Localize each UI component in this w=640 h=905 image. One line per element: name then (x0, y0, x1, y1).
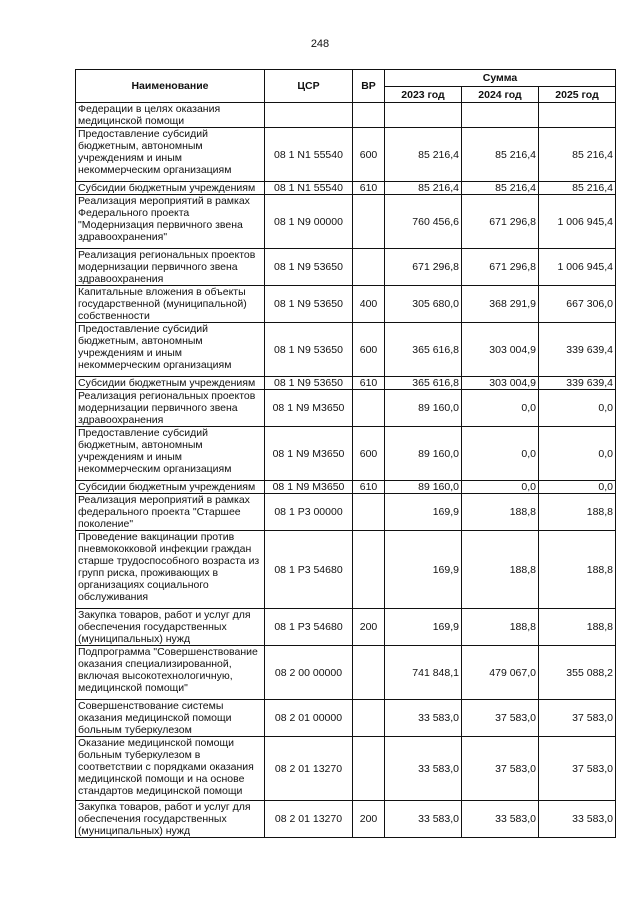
row-vr: 600 (353, 323, 385, 377)
row-name: Предоставление субсидий бюджетным, автономным учреждениям и иным некоммерческим организациям (76, 427, 265, 481)
row-sum-2024: 0,0 (462, 390, 539, 427)
row-csr: 08 1 N1 55540 (265, 182, 353, 195)
row-sum-2024: 303 004,9 (462, 377, 539, 390)
row-vr (353, 494, 385, 531)
row-vr (353, 531, 385, 609)
row-name: Реализация мероприятий в рамках Федерального проекта "Модернизация первичного звена здравоохранения" (76, 195, 265, 249)
row-sum-2024: 671 296,8 (462, 195, 539, 249)
table-row (76, 182, 616, 195)
row-csr: 08 1 N9 00000 (265, 195, 353, 249)
table-row (76, 481, 616, 494)
row-sum-2025: 33 583,0 (539, 801, 616, 838)
table-row (76, 427, 616, 481)
row-sum-2024: 37 583,0 (462, 700, 539, 737)
table-row (76, 737, 616, 801)
row-sum-2023: 33 583,0 (385, 700, 462, 737)
row-name: Закупка товаров, работ и услуг для обеспечения государственных (муниципальных) нужд (76, 801, 265, 838)
header-year-2025: 2025 год (539, 87, 616, 103)
row-sum-2023: 85 216,4 (385, 182, 462, 195)
row-sum-2024: 188,8 (462, 494, 539, 531)
table-row (76, 700, 616, 737)
row-csr: 08 2 01 00000 (265, 700, 353, 737)
row-sum-2023: 33 583,0 (385, 801, 462, 838)
row-csr: 08 1 N9 M3650 (265, 390, 353, 427)
row-vr: 400 (353, 286, 385, 323)
row-sum-2025: 339 639,4 (539, 323, 616, 377)
table-row (76, 494, 616, 531)
page-number: 248 (310, 38, 330, 50)
row-name: Проведение вакцинации против пневмококковой инфекции граждан старше трудоспособного возраста из групп риска, проживающих в организациях социального обслуживания (76, 531, 265, 609)
table-row (76, 377, 616, 390)
row-sum-2024: 37 583,0 (462, 737, 539, 801)
header-vr: ВР (353, 70, 385, 103)
row-sum-2025: 188,8 (539, 531, 616, 609)
row-sum-2024: 0,0 (462, 427, 539, 481)
row-sum-2025: 355 088,2 (539, 646, 616, 700)
row-name: Федерации в целях оказания медицинской помощи (76, 103, 265, 128)
row-name: Реализация мероприятий в рамках федерального проекта "Старшее поколение" (76, 494, 265, 531)
row-csr: 08 1 N9 53650 (265, 286, 353, 323)
header-sum: Сумма (385, 70, 616, 87)
row-name: Реализация региональных проектов модернизации первичного звена здравоохранения (76, 249, 265, 286)
row-sum-2023: 89 160,0 (385, 427, 462, 481)
table-row (76, 103, 616, 128)
row-csr: 08 1 P3 00000 (265, 494, 353, 531)
header-year-2023: 2023 год (385, 87, 462, 103)
row-sum-2023: 365 616,8 (385, 377, 462, 390)
row-csr: 08 1 N9 53650 (265, 377, 353, 390)
header-csr: ЦСР (265, 70, 353, 103)
row-sum-2024: 368 291,9 (462, 286, 539, 323)
row-name: Подпрограмма "Совершенствование оказания специализированной, включая высокотехнологичную, медицинской помощи" (76, 646, 265, 700)
row-sum-2023: 169,9 (385, 609, 462, 646)
row-sum-2024: 188,8 (462, 609, 539, 646)
row-csr: 08 2 01 13270 (265, 801, 353, 838)
row-sum-2023: 365 616,8 (385, 323, 462, 377)
row-vr (353, 646, 385, 700)
row-csr: 08 1 N1 55540 (265, 128, 353, 182)
row-sum-2025: 188,8 (539, 609, 616, 646)
row-vr (353, 103, 385, 128)
table-row (76, 609, 616, 646)
row-sum-2025: 85 216,4 (539, 128, 616, 182)
row-sum-2025: 0,0 (539, 427, 616, 481)
row-csr (265, 103, 353, 128)
row-vr: 610 (353, 481, 385, 494)
row-sum-2024: 85 216,4 (462, 182, 539, 195)
row-sum-2023: 741 848,1 (385, 646, 462, 700)
row-name: Капитальные вложения в объекты государственной (муниципальной) собственности (76, 286, 265, 323)
row-csr: 08 1 N9 53650 (265, 323, 353, 377)
row-name: Совершенствование системы оказания медицинской помощи больным туберкулезом (76, 700, 265, 737)
row-vr: 600 (353, 128, 385, 182)
row-name: Реализация региональных проектов модернизации первичного звена здравоохранения (76, 390, 265, 427)
row-sum-2023: 760 456,6 (385, 195, 462, 249)
row-vr: 200 (353, 609, 385, 646)
row-sum-2025: 667 306,0 (539, 286, 616, 323)
table-row (76, 646, 616, 700)
row-csr: 08 2 01 13270 (265, 737, 353, 801)
row-sum-2023 (385, 103, 462, 128)
table-row (76, 531, 616, 609)
row-name: Предоставление субсидий бюджетным, автономным учреждениям и иным некоммерческим организациям (76, 323, 265, 377)
table-row (76, 249, 616, 286)
table-row (76, 323, 616, 377)
table-row (76, 801, 616, 838)
row-vr (353, 195, 385, 249)
row-csr: 08 1 N9 M3650 (265, 481, 353, 494)
table-row (76, 286, 616, 323)
table-body (76, 103, 616, 838)
row-sum-2024: 33 583,0 (462, 801, 539, 838)
row-sum-2025: 0,0 (539, 390, 616, 427)
row-csr: 08 1 N9 M3650 (265, 427, 353, 481)
header-name: Наименование (76, 70, 265, 103)
row-sum-2024: 0,0 (462, 481, 539, 494)
row-sum-2025 (539, 103, 616, 128)
row-sum-2024: 85 216,4 (462, 128, 539, 182)
table-row (76, 390, 616, 427)
row-vr (353, 390, 385, 427)
row-vr: 610 (353, 377, 385, 390)
row-sum-2025: 1 006 945,4 (539, 249, 616, 286)
table-row (76, 128, 616, 182)
row-name: Субсидии бюджетным учреждениям (76, 481, 265, 494)
row-sum-2025: 37 583,0 (539, 700, 616, 737)
budget-table (75, 69, 616, 838)
row-name: Закупка товаров, работ и услуг для обеспечения государственных (муниципальных) нужд (76, 609, 265, 646)
row-sum-2025: 85 216,4 (539, 182, 616, 195)
row-sum-2023: 33 583,0 (385, 737, 462, 801)
row-sum-2025: 188,8 (539, 494, 616, 531)
row-vr (353, 249, 385, 286)
row-sum-2025: 339 639,4 (539, 377, 616, 390)
row-sum-2023: 305 680,0 (385, 286, 462, 323)
row-sum-2023: 671 296,8 (385, 249, 462, 286)
row-sum-2024: 671 296,8 (462, 249, 539, 286)
row-sum-2023: 169,9 (385, 531, 462, 609)
row-vr: 600 (353, 427, 385, 481)
row-name: Субсидии бюджетным учреждениям (76, 182, 265, 195)
row-vr: 610 (353, 182, 385, 195)
table-header (76, 70, 616, 103)
row-csr: 08 1 P3 54680 (265, 531, 353, 609)
row-sum-2025: 1 006 945,4 (539, 195, 616, 249)
row-sum-2024: 303 004,9 (462, 323, 539, 377)
row-csr: 08 2 00 00000 (265, 646, 353, 700)
row-sum-2025: 0,0 (539, 481, 616, 494)
header-year-2024: 2024 год (462, 87, 539, 103)
row-vr (353, 737, 385, 801)
row-sum-2023: 169,9 (385, 494, 462, 531)
row-sum-2023: 85 216,4 (385, 128, 462, 182)
row-name: Субсидии бюджетным учреждениям (76, 377, 265, 390)
row-sum-2025: 37 583,0 (539, 737, 616, 801)
row-name: Предоставление субсидий бюджетным, автономным учреждениям и иным некоммерческим организациям (76, 128, 265, 182)
row-vr: 200 (353, 801, 385, 838)
row-sum-2024 (462, 103, 539, 128)
row-sum-2023: 89 160,0 (385, 390, 462, 427)
row-name: Оказание медицинской помощи больным туберкулезом в соответствии с порядками оказания медицинской помощи и на основе стандартов медицинской помощи (76, 737, 265, 801)
row-vr (353, 700, 385, 737)
row-csr: 08 1 N9 53650 (265, 249, 353, 286)
table-row (76, 195, 616, 249)
row-csr: 08 1 P3 54680 (265, 609, 353, 646)
row-sum-2023: 89 160,0 (385, 481, 462, 494)
row-sum-2024: 479 067,0 (462, 646, 539, 700)
row-sum-2024: 188,8 (462, 531, 539, 609)
